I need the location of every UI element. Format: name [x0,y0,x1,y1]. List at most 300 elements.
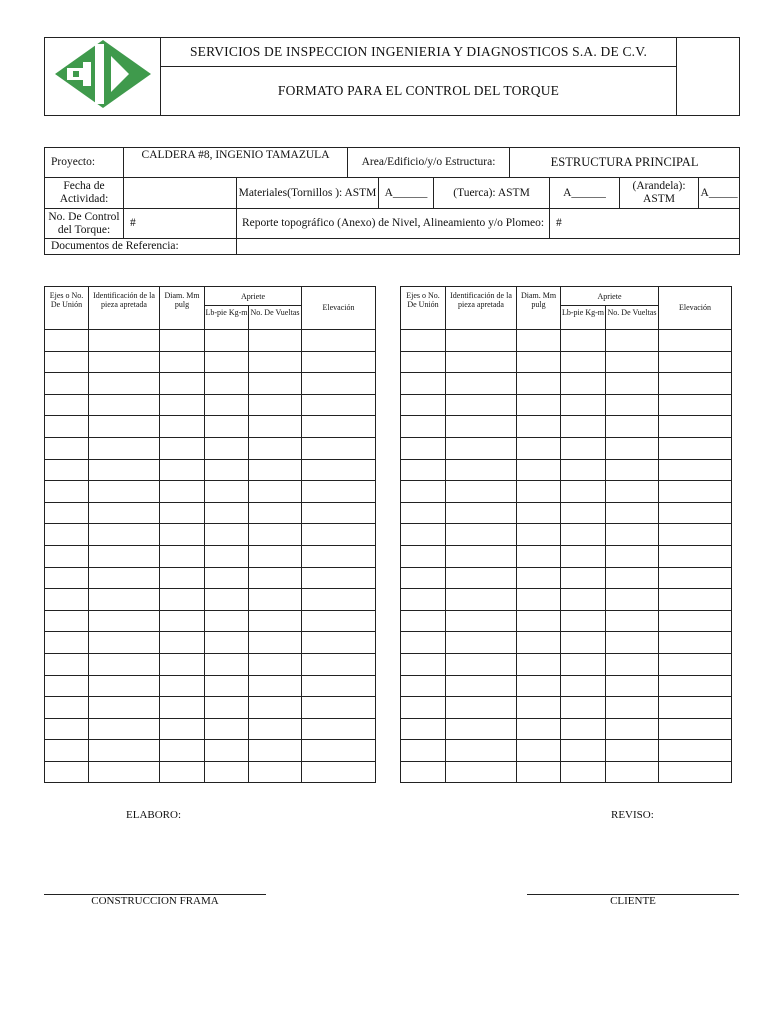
table-cell[interactable] [606,351,659,373]
table-cell[interactable] [517,459,561,481]
table-cell[interactable] [561,675,606,697]
table-cell[interactable] [160,524,205,546]
table-cell[interactable] [517,697,561,719]
table-cell[interactable] [45,718,89,740]
table-cell[interactable] [89,351,160,373]
table-cell[interactable] [160,718,205,740]
table-cell[interactable] [606,502,659,524]
table-cell[interactable] [302,545,376,567]
table-cell[interactable] [446,761,517,783]
table-cell[interactable] [45,330,89,352]
table-cell[interactable] [606,416,659,438]
col-ejes: Ejes o No. De Unión [401,287,446,330]
table-cell[interactable] [561,394,606,416]
table-cell[interactable] [446,545,517,567]
col-diam: Diam. Mm pulg [160,287,205,330]
table-cell[interactable] [517,502,561,524]
table-cell[interactable] [606,697,659,719]
table-cell[interactable] [160,740,205,762]
table-cell[interactable] [659,567,732,589]
reporte-value[interactable]: # [550,209,740,239]
table-cell[interactable] [517,610,561,632]
table-cell[interactable] [205,459,249,481]
table-cell[interactable] [302,330,376,352]
table-cell[interactable] [517,632,561,654]
table-cell[interactable] [606,437,659,459]
table-row [45,718,376,740]
table-cell[interactable] [205,524,249,546]
table-cell[interactable] [205,373,249,395]
table-cell[interactable] [561,351,606,373]
table-cell[interactable] [205,632,249,654]
table-row [45,394,376,416]
table-cell[interactable] [561,502,606,524]
table-cell[interactable] [401,524,446,546]
table-cell[interactable] [401,351,446,373]
table-cell[interactable] [606,394,659,416]
table-cell[interactable] [606,524,659,546]
table-cell[interactable] [302,351,376,373]
tuerca-value[interactable]: A______ [550,178,620,209]
table-cell[interactable] [89,459,160,481]
table-cell[interactable] [401,610,446,632]
table-row [45,524,376,546]
table-cell[interactable] [89,373,160,395]
table-cell[interactable] [517,567,561,589]
table-cell[interactable] [45,761,89,783]
table-cell[interactable] [561,524,606,546]
table-cell[interactable] [561,545,606,567]
table-cell[interactable] [401,718,446,740]
table-cell[interactable] [606,589,659,611]
table-cell[interactable] [401,675,446,697]
table-cell[interactable] [89,675,160,697]
header-table [44,37,740,116]
table-cell[interactable] [517,740,561,762]
tornillos-value[interactable]: A______ [379,178,434,209]
table-cell[interactable] [89,567,160,589]
table-cell[interactable] [401,330,446,352]
table-cell[interactable] [606,610,659,632]
table-row [45,761,376,783]
table-row [401,351,732,373]
table-cell[interactable] [401,459,446,481]
table-cell[interactable] [302,394,376,416]
company-logo-icon [53,38,153,110]
table-cell[interactable] [517,351,561,373]
table-cell[interactable] [401,437,446,459]
table-cell[interactable] [401,545,446,567]
table-cell[interactable] [517,675,561,697]
table-cell[interactable] [249,740,302,762]
table-cell[interactable] [517,394,561,416]
table-cell[interactable] [205,502,249,524]
table-cell[interactable] [160,351,205,373]
table-cell[interactable] [89,697,160,719]
table-cell[interactable] [446,351,517,373]
table-cell[interactable] [561,697,606,719]
table-cell[interactable] [561,459,606,481]
table-cell[interactable] [205,481,249,503]
table-cell[interactable] [401,761,446,783]
table-row [401,416,732,438]
table-cell[interactable] [205,545,249,567]
table-cell[interactable] [517,437,561,459]
arandela-value[interactable]: A_____ [699,178,740,209]
table-cell[interactable] [517,481,561,503]
table-cell[interactable] [160,675,205,697]
table-cell[interactable] [160,653,205,675]
table-cell[interactable] [517,761,561,783]
table-cell[interactable] [160,632,205,654]
table-cell[interactable] [517,416,561,438]
table-cell[interactable] [89,589,160,611]
table-cell[interactable] [659,632,732,654]
table-cell[interactable] [89,545,160,567]
table-cell[interactable] [446,373,517,395]
table-row [401,394,732,416]
table-cell[interactable] [205,761,249,783]
table-cell[interactable] [89,502,160,524]
table-cell[interactable] [302,373,376,395]
table-cell[interactable] [160,481,205,503]
table-row [401,373,732,395]
table-cell[interactable] [45,524,89,546]
table-cell[interactable] [401,632,446,654]
table-cell[interactable] [249,502,302,524]
table-cell[interactable] [302,589,376,611]
table-cell[interactable] [446,632,517,654]
table-cell[interactable] [160,394,205,416]
table-cell[interactable] [160,761,205,783]
table-cell[interactable] [45,437,89,459]
table-row [401,437,732,459]
table-cell[interactable] [561,567,606,589]
table-cell[interactable] [45,394,89,416]
table-cell[interactable] [89,330,160,352]
reviso-label: REVISO: [611,809,654,821]
table-cell[interactable] [249,589,302,611]
table-cell[interactable] [517,545,561,567]
table-cell[interactable] [89,632,160,654]
table-cell[interactable] [89,437,160,459]
table-cell[interactable] [659,675,732,697]
table-cell[interactable] [659,459,732,481]
table-cell[interactable] [45,459,89,481]
cliente-label: CLIENTE [610,895,656,907]
table-cell[interactable] [205,394,249,416]
table-cell[interactable] [659,653,732,675]
table-cell[interactable] [249,524,302,546]
table-cell[interactable] [160,697,205,719]
table-cell[interactable] [89,740,160,762]
table-cell[interactable] [205,718,249,740]
table-cell[interactable] [659,697,732,719]
table-cell[interactable] [606,761,659,783]
table-cell[interactable] [89,718,160,740]
table-cell[interactable] [446,567,517,589]
table-cell[interactable] [89,416,160,438]
table-cell[interactable] [561,373,606,395]
control-value[interactable]: # [124,209,237,239]
table-cell[interactable] [446,697,517,719]
table-cell[interactable] [446,481,517,503]
table-cell[interactable] [606,481,659,503]
table-row [45,653,376,675]
table-cell[interactable] [659,545,732,567]
table-cell[interactable] [561,416,606,438]
table-cell[interactable] [160,545,205,567]
table-cell[interactable] [446,394,517,416]
table-cell[interactable] [205,416,249,438]
table-cell[interactable] [160,330,205,352]
table-cell[interactable] [561,437,606,459]
table-cell[interactable] [446,740,517,762]
table-cell[interactable] [249,761,302,783]
table-cell[interactable] [249,675,302,697]
table-cell[interactable] [302,567,376,589]
table-cell[interactable] [561,589,606,611]
table-row [401,653,732,675]
table-cell[interactable] [249,610,302,632]
table-cell[interactable] [249,459,302,481]
table-cell[interactable] [249,416,302,438]
table-cell[interactable] [606,373,659,395]
table-cell[interactable] [401,740,446,762]
documentos-value[interactable] [237,239,740,255]
col-diam: Diam. Mm pulg [517,287,561,330]
reporte-label: Reporte topográfico (Anexo) de Nivel, Alineamiento y/o Plomeo: [237,209,550,239]
table-cell[interactable] [89,761,160,783]
table-cell[interactable] [401,481,446,503]
table-cell[interactable] [45,502,89,524]
table-cell[interactable] [89,394,160,416]
proyecto-value[interactable]: CALDERA #8, INGENIO TAMAZULA [124,148,348,178]
table-cell[interactable] [249,437,302,459]
table-cell[interactable] [249,653,302,675]
table-cell[interactable] [659,610,732,632]
table-cell[interactable] [517,524,561,546]
area-label: Area/Edificio/y/o Estructura: [348,148,510,178]
table-cell[interactable] [249,545,302,567]
table-cell[interactable] [606,632,659,654]
table-cell[interactable] [302,718,376,740]
table-cell[interactable] [160,416,205,438]
table-cell[interactable] [45,589,89,611]
table-row [401,589,732,611]
table-cell[interactable] [446,459,517,481]
table-cell[interactable] [205,567,249,589]
table-cell[interactable] [302,502,376,524]
table-cell[interactable] [517,718,561,740]
table-row [45,502,376,524]
table-cell[interactable] [160,437,205,459]
table-row [45,675,376,697]
table-cell[interactable] [401,589,446,611]
table-cell[interactable] [659,481,732,503]
table-cell[interactable] [45,697,89,719]
table-cell[interactable] [302,416,376,438]
table-cell[interactable] [205,330,249,352]
table-cell[interactable] [249,351,302,373]
col-identificacion: Identificación de la pieza apretada [89,287,160,330]
table-cell[interactable] [561,481,606,503]
table-cell[interactable] [659,589,732,611]
table-cell[interactable] [446,524,517,546]
table-cell[interactable] [561,653,606,675]
table-cell[interactable] [659,761,732,783]
table-cell[interactable] [446,718,517,740]
table-cell[interactable] [160,567,205,589]
table-cell[interactable] [659,330,732,352]
table-cell[interactable] [45,740,89,762]
table-cell[interactable] [446,330,517,352]
table-cell[interactable] [205,589,249,611]
area-value[interactable]: ESTRUCTURA PRINCIPAL [510,148,740,178]
table-cell[interactable] [606,545,659,567]
table-cell[interactable] [45,351,89,373]
table-cell[interactable] [249,330,302,352]
table-cell[interactable] [659,718,732,740]
table-cell[interactable] [659,394,732,416]
table-row [45,740,376,762]
table-cell[interactable] [401,416,446,438]
table-cell[interactable] [606,459,659,481]
table-cell[interactable] [446,589,517,611]
table-cell[interactable] [517,373,561,395]
table-cell[interactable] [89,481,160,503]
table-cell[interactable] [249,481,302,503]
table-cell[interactable] [89,524,160,546]
table-cell[interactable] [401,567,446,589]
table-cell[interactable] [302,697,376,719]
arandela-label: (Arandela): ASTM [620,178,699,209]
table-cell[interactable] [249,567,302,589]
table-cell[interactable] [659,740,732,762]
table-cell[interactable] [205,675,249,697]
table-cell[interactable] [446,610,517,632]
table-cell[interactable] [659,351,732,373]
table-cell[interactable] [89,653,160,675]
table-cell[interactable] [606,718,659,740]
table-cell[interactable] [249,394,302,416]
table-cell[interactable] [401,697,446,719]
table-cell[interactable] [249,632,302,654]
table-cell[interactable] [205,610,249,632]
table-cell[interactable] [249,718,302,740]
table-cell[interactable] [659,524,732,546]
table-cell[interactable] [606,675,659,697]
materiales-label: Materiales(Tornillos ): ASTM [237,178,379,209]
table-cell[interactable] [160,502,205,524]
col-identificacion: Identificación de la pieza apretada [446,287,517,330]
form-title: FORMATO PARA EL CONTROL DEL TORQUE [161,66,677,115]
table-cell[interactable] [606,330,659,352]
table-cell[interactable] [249,373,302,395]
table-cell[interactable] [45,632,89,654]
table-cell[interactable] [302,632,376,654]
table-cell[interactable] [446,502,517,524]
table-cell[interactable] [45,481,89,503]
table-cell[interactable] [401,373,446,395]
table-cell[interactable] [205,740,249,762]
table-cell[interactable] [517,653,561,675]
table-cell[interactable] [160,589,205,611]
table-cell[interactable] [561,718,606,740]
table-cell[interactable] [446,653,517,675]
table-cell[interactable] [561,330,606,352]
table-cell[interactable] [302,761,376,783]
table-cell[interactable] [205,437,249,459]
table-cell[interactable] [302,740,376,762]
table-row [45,416,376,438]
table-cell[interactable] [517,589,561,611]
col-elevacion: Elevación [302,287,376,330]
table-cell[interactable] [45,610,89,632]
table-cell[interactable] [302,437,376,459]
table-cell[interactable] [659,437,732,459]
table-cell[interactable] [89,610,160,632]
table-cell[interactable] [205,351,249,373]
control-label: No. De Control del Torque: [45,209,124,239]
table-cell[interactable] [160,373,205,395]
table-row [45,330,376,352]
table-cell[interactable] [249,697,302,719]
logo-cell [45,38,161,116]
table-cell[interactable] [45,416,89,438]
table-cell[interactable] [302,675,376,697]
table-cell[interactable] [446,437,517,459]
elaboro-label: ELABORO: [126,809,181,821]
table-cell[interactable] [401,394,446,416]
table-cell[interactable] [45,675,89,697]
table-row [45,632,376,654]
table-cell[interactable] [659,373,732,395]
table-cell[interactable] [401,653,446,675]
table-cell[interactable] [561,761,606,783]
fecha-value[interactable] [124,178,237,209]
table-cell[interactable] [446,416,517,438]
col-apriete: Apriete [561,287,659,306]
table-cell[interactable] [302,610,376,632]
table-cell[interactable] [160,459,205,481]
table-cell[interactable] [205,653,249,675]
table-cell[interactable] [561,610,606,632]
table-cell[interactable] [446,675,517,697]
table-cell[interactable] [45,653,89,675]
table-cell[interactable] [302,524,376,546]
table-cell[interactable] [606,653,659,675]
table-cell[interactable] [45,373,89,395]
table-cell[interactable] [659,416,732,438]
table-cell[interactable] [561,740,606,762]
table-cell[interactable] [659,502,732,524]
table-cell[interactable] [160,610,205,632]
table-row [401,740,732,762]
table-cell[interactable] [401,502,446,524]
table-cell[interactable] [606,740,659,762]
table-cell[interactable] [302,653,376,675]
table-cell[interactable] [517,330,561,352]
table-cell[interactable] [302,459,376,481]
table-cell[interactable] [45,567,89,589]
table-cell[interactable] [561,632,606,654]
info-table [44,147,740,255]
table-cell[interactable] [205,697,249,719]
table-cell[interactable] [302,481,376,503]
table-cell[interactable] [606,567,659,589]
table-cell[interactable] [45,545,89,567]
